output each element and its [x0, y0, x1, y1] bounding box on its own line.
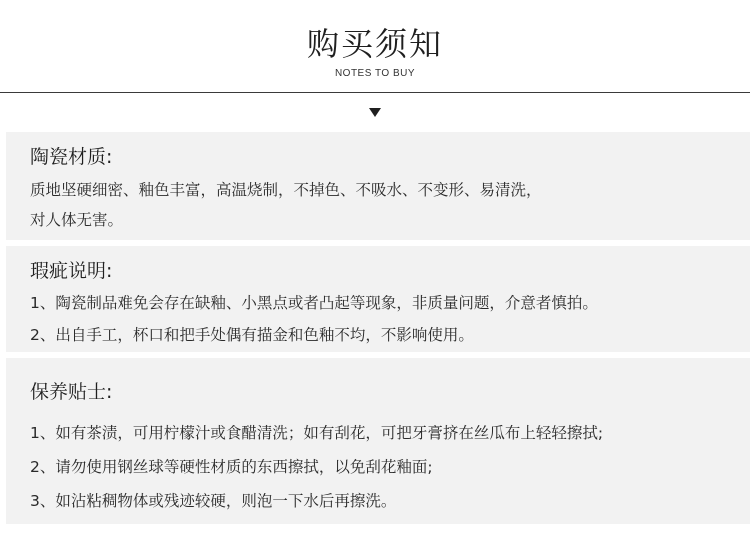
section-line: 2、出自手工，杯口和把手处偶有描金和色釉不均，不影响使用。: [30, 326, 474, 344]
section-line: 1、如有茶渍，可用柠檬汁或食醋清洗；如有刮花，可把牙膏挤在丝瓜布上轻轻擦拭;: [30, 424, 604, 442]
page-title: 购买须知: [306, 25, 443, 63]
section-ceramic-material: [6, 132, 750, 240]
section-line: 3、如沾粘稠物体或残迹较硬，则泡一下水后再擦洗。: [30, 492, 397, 510]
header-divider: [0, 92, 750, 93]
section-heading: 陶瓷材质:: [30, 146, 113, 168]
triangle-down-icon: [369, 108, 381, 117]
page-subtitle: NOTES TO BUY: [334, 68, 416, 79]
section-care-tips: [6, 358, 750, 524]
section-line: 1、陶瓷制品难免会存在缺釉、小黑点或者凸起等现象，非质量问题，介意者慎拍。: [30, 294, 598, 312]
section-line: 对人体无害。: [30, 211, 124, 229]
section-line: 2、请勿使用钢丝球等硬性材质的东西擦拭，以免刮花釉面;: [30, 458, 433, 476]
section-line: 质地坚硬细密、釉色丰富，高温烧制，不掉色、不吸水、不变形、易清洗，: [30, 181, 542, 199]
section-defect-notes: [6, 246, 750, 352]
section-heading: 保养贴士:: [30, 381, 113, 403]
section-heading: 瑕疵说明:: [30, 260, 113, 282]
